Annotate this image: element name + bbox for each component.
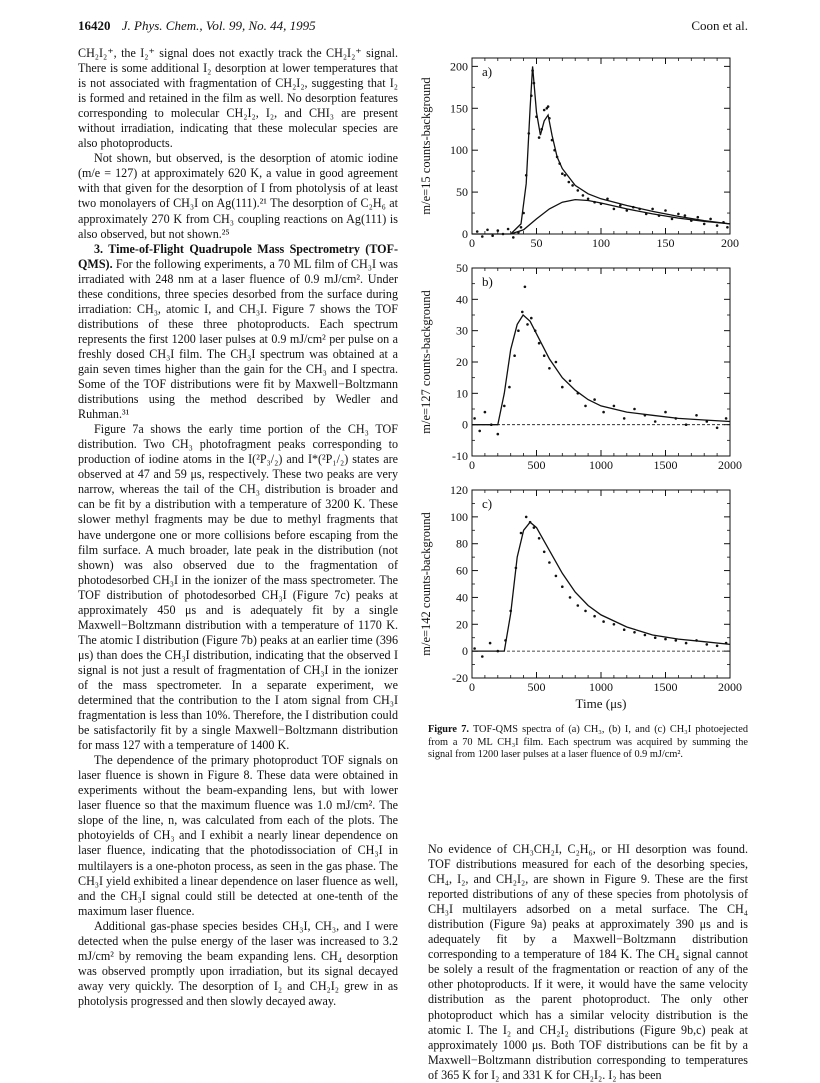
x-tick-label: 150 <box>656 236 675 250</box>
data-point <box>529 521 532 524</box>
data-point <box>517 329 520 332</box>
data-point <box>677 213 680 216</box>
data-point <box>522 212 525 215</box>
section-heading: 3. Time-of-Flight Quadrupole Mass Spectrometry (TOF-QMS). <box>78 241 398 271</box>
data-point <box>548 117 551 120</box>
data-point <box>602 411 605 414</box>
page-header <box>78 18 748 40</box>
paragraph: Not shown, but observed, is the desorption of atomic iodine (m/e = 127) at approximately 620 K, a value in good agreement with that given for the desorption of I from photolysis of at least two monolayers of CH₃I on Ag(111).²¹ The desorption of C₂H₆ at approximately 270 K from CH₃ coupling reactions on Ag(111) is also observed, but not shown.²⁵ <box>78 151 398 241</box>
data-point <box>509 610 512 613</box>
data-point <box>530 317 533 320</box>
data-point <box>593 201 596 204</box>
data-point <box>512 236 515 239</box>
y-tick-label: 40 <box>456 292 468 307</box>
data-point <box>706 420 709 423</box>
x-tick-label: 2000 <box>718 680 742 694</box>
x-tick-label: 2000 <box>718 458 742 472</box>
data-point <box>602 620 605 623</box>
data-point <box>633 631 636 634</box>
fit-curve <box>511 66 730 234</box>
data-point <box>606 198 609 201</box>
y-tick-label: 100 <box>450 509 468 524</box>
data-point <box>654 636 657 639</box>
data-point <box>593 398 596 401</box>
x-axis-label: Time (μs) <box>575 696 627 711</box>
panel-label: c) <box>482 496 493 511</box>
fit-curve <box>472 315 730 425</box>
data-point <box>555 575 558 578</box>
data-point <box>503 405 506 408</box>
data-point <box>528 132 531 135</box>
paragraph: The dependence of the primary photoproduct TOF signals on laser fluence is shown in Figure 8. These data were obtained in experiments without the beam-expanding lens, but with lower laser fluence so that the maximum fluence was 1.0 mJ/cm². The slope of the line, n, was calculated from each of the plots. The photoyields of CH₃ and I exhibit a nearly linear dependence on laser fluence, indicating that the photodissociation of CH₃I in multilayers is a one-photon process, as seen in the gas phase. The CH₃I yield exhibited a linear dependence on laser fluence as well, and the CH₃I signal could still be detected at one-tenth of the maximum laser fluence. <box>78 753 398 918</box>
x-tick-label: 1000 <box>589 458 613 472</box>
data-point <box>695 639 698 642</box>
data-point <box>623 628 626 631</box>
journal-citation: J. Phys. Chem., Vol. 99, No. 44, 1995 <box>121 18 316 33</box>
data-point <box>543 354 546 357</box>
data-point <box>623 417 626 420</box>
y-tick-label: 60 <box>456 563 468 578</box>
data-point <box>478 430 481 433</box>
figure-caption <box>428 724 748 762</box>
data-point <box>716 645 719 648</box>
x-tick-label: 500 <box>527 680 546 694</box>
y-tick-label: 40 <box>456 590 468 605</box>
data-point <box>543 109 546 112</box>
y-axis-label: m/e=142 counts-background <box>419 512 433 656</box>
data-point <box>525 174 528 177</box>
data-point <box>508 386 511 389</box>
data-point <box>538 136 541 139</box>
data-point <box>645 213 648 216</box>
data-point <box>543 551 546 554</box>
data-point <box>675 417 678 420</box>
figure-7 <box>410 44 750 711</box>
y-tick-label: 50 <box>456 185 468 200</box>
data-point <box>600 203 603 206</box>
running-authors: Coon et al. <box>691 18 748 33</box>
paragraph: CH₂I₂⁺, the I₂⁺ signal does not exactly track the CH₂I₂⁺ signal. There is some additional I₂ desorption at lower temperatures that is not associated with fragmentation of CH₂I₂, suggesting that I₂ is formed and retained in the film as well. No desorption features corresponding to molecular CH₂I₂, I₂, and CHI₃ are present without irradiation, indicating that these molecular species are also photoproducts. <box>78 46 398 151</box>
data-point <box>584 610 587 613</box>
section-paragraph <box>78 242 398 423</box>
y-tick-label: 10 <box>456 386 468 401</box>
data-point <box>476 230 479 233</box>
y-tick-label: 20 <box>456 617 468 632</box>
y-tick-label: 200 <box>450 59 468 74</box>
data-point <box>633 408 636 411</box>
data-point <box>638 208 641 211</box>
x-tick-label: 200 <box>721 236 739 250</box>
data-point <box>654 420 657 423</box>
y-tick-label: 150 <box>450 101 468 116</box>
right-column <box>428 842 748 1083</box>
data-point <box>534 329 537 332</box>
y-tick-label: 50 <box>456 261 468 275</box>
data-point <box>561 386 564 389</box>
data-point <box>675 639 678 642</box>
data-point <box>569 596 572 599</box>
left-column <box>78 46 398 1009</box>
y-tick-label: 0 <box>462 644 468 659</box>
data-point <box>632 206 635 209</box>
data-point <box>716 427 719 430</box>
data-point <box>658 214 661 217</box>
data-point <box>709 218 712 221</box>
data-point <box>490 423 493 426</box>
x-tick-label: 50 <box>530 236 543 250</box>
data-point <box>473 417 476 420</box>
data-point <box>644 414 647 417</box>
data-point <box>540 128 543 131</box>
data-point <box>555 361 558 364</box>
data-point <box>577 189 580 192</box>
data-point <box>551 139 554 142</box>
data-point <box>587 198 590 201</box>
data-point <box>526 323 529 326</box>
data-point <box>538 537 541 540</box>
data-point <box>548 367 551 370</box>
y-tick-label: 0 <box>462 417 468 432</box>
y-tick-label: -20 <box>452 671 468 685</box>
data-point <box>726 226 729 229</box>
x-tick-label: 0 <box>469 236 475 250</box>
data-point <box>561 585 564 588</box>
plot-frame <box>472 490 730 678</box>
data-point <box>569 380 572 383</box>
data-point <box>697 216 700 219</box>
data-point <box>497 650 500 653</box>
data-point <box>593 615 596 618</box>
data-point <box>497 433 500 436</box>
data-point <box>481 655 484 658</box>
data-point <box>521 311 524 314</box>
data-point <box>530 94 533 97</box>
data-point <box>533 526 536 529</box>
data-point <box>613 623 616 626</box>
data-point <box>484 411 487 414</box>
plot-frame <box>472 58 730 234</box>
y-tick-label: 80 <box>456 536 468 551</box>
data-point <box>538 342 541 345</box>
data-point <box>644 634 647 637</box>
data-point <box>582 194 585 197</box>
data-point <box>703 223 706 226</box>
y-tick-label: 30 <box>456 323 468 338</box>
x-tick-label: 1000 <box>589 680 613 694</box>
data-point <box>664 209 667 212</box>
paragraph: Figure 7a shows the early time portion of the CH₃ TOF distribution. Two CH₃ photofragment peaks corresponding to production of iodine atoms in the I(²P₃/₂) and I*(²P₁/₂) states are observed at 47 and 59 μs, respectively. These two peaks are very narrow, whereas the tail of the CH₃ distribution is broader and can be fit by a distribution with a temperature of 3200 K. These slower methyl fragments may be due to methyl fragments that have undergone one or more collisions before escaping from the film surface. A much broader, late peak in the distribution (not shown) was also observed due to the fragmentation of photodesorbed CH₃I in the ionizer of the mass spectrometer. The TOF distribution of photodesorbed CH₃I (Figure 7c) peaks at approximately 450 μs and is adequately fit by a single Maxwell−Boltzmann distribution with a temperature of 1170 K. The atomic I distribution (Figure 7b) peaks at an earlier time (396 μs) than does the CH₃I distribution, indicating that the observed I signal is not just a result of fragmentation of CH₃I in the ionizer of the mass spectrometer. In a separate experiment, we determined that the contribution to the I atom signal from CH₃I fragmentation is less than 10%. Therefore, the I distribution could be satisfactorily fit by a single Maxwell−Boltzmann distribution for mass 127 with a temperature of 1400 K. <box>78 422 398 753</box>
x-tick-label: 0 <box>469 458 475 472</box>
data-point <box>725 642 728 645</box>
data-point <box>664 411 667 414</box>
data-point <box>515 567 518 570</box>
y-tick-label: 0 <box>462 227 468 241</box>
data-point <box>725 417 728 420</box>
x-tick-label: 1500 <box>653 458 678 472</box>
data-point <box>619 204 622 207</box>
data-point <box>486 229 489 232</box>
caption-text: TOF-QMS spectra of (a) CH₃, (b) I, and (c) CH₃I photoejected from a 70 ML CH₃I film. Each spectrum was acquired by summing the signal from 1200 laser pulses at a laser fluence of 0.9 mJ/cm². <box>428 724 748 761</box>
data-point <box>671 218 674 221</box>
data-point <box>664 638 667 641</box>
data-point <box>507 228 510 231</box>
x-tick-label: 1500 <box>653 680 678 694</box>
y-tick-label: 20 <box>456 355 468 369</box>
panel-label: a) <box>482 64 493 79</box>
paragraph: No evidence of CH₃CH₂I, C₂H₆, or HI desorption was found. TOF distributions measured for each of the desorbing species, CH₄, I₂, and CH₂I₂, are shown in Figure 9. These are the first reported distributions of any of these species from photolysis of CH₃I multilayers adsorbed on a metal surface. The CH₄ distribution (Figure 9a) peaks at approximately 390 μs and is adequately fit by a Maxwell−Boltzmann distribution corresponding to a temperature of 184 K. The CH₄ signal cannot be solely a result of the fragmentation or reaction of any of the other photoproducts. If it were, it would have the same velocity distribution as the parent photoproduct. The only other photoproduct which has a similar velocity distribution is the atomic I. The I₂ and CH₂I₂ distributions (Figure 9b,c) peak at approximately 1000 μs. Both TOF distributions can be fit by a Maxwell−Boltzmann distribution corresponding to temperatures of 365 K for I₂ and 331 K for CH₂I₂. I₂ has been <box>428 842 748 1082</box>
data-point <box>706 643 709 646</box>
x-tick-label: 100 <box>592 236 610 250</box>
data-point <box>504 639 507 642</box>
data-point <box>558 162 561 165</box>
data-point <box>553 149 556 152</box>
data-point <box>626 209 629 212</box>
data-point <box>584 405 587 408</box>
plot-frame <box>472 268 730 456</box>
data-point <box>651 208 654 211</box>
data-point <box>571 184 574 187</box>
data-point <box>613 405 616 408</box>
data-point <box>520 226 523 229</box>
data-point <box>716 224 719 227</box>
data-point <box>489 642 492 645</box>
data-point <box>520 532 523 535</box>
y-axis-label: m/e=15 counts-background <box>419 77 433 215</box>
caption-label: Figure 7. <box>428 724 469 735</box>
page-number: 16420 <box>78 18 111 33</box>
figure-7-chart <box>410 44 750 711</box>
panel-label: b) <box>482 274 493 289</box>
fit-curve <box>472 522 730 651</box>
y-tick-label: 100 <box>450 143 468 158</box>
data-point <box>502 233 505 236</box>
data-point <box>525 516 528 519</box>
y-tick-label: -10 <box>452 449 468 463</box>
data-point <box>548 561 551 564</box>
data-point <box>685 642 688 645</box>
data-point <box>547 105 550 108</box>
data-point <box>513 354 516 357</box>
y-tick-label: 120 <box>450 483 468 497</box>
data-point <box>722 221 725 224</box>
data-point <box>685 423 688 426</box>
section-text: For the following experiments, a 70 ML film of CH₃I was irradiated with 248 nm at a laser fluence of 0.9 mJ/cm². Under these conditions, three species desorbed from the surface during irradiation: CH₃, atomic I, and CH₃I. Figure 7 shows the TOF distributions of these three photoproducts. Each spectrum represents the first 1200 laser pulses at 0.9 mJ/cm² per pulse on a freshly dosed CH₃I film. The CH₃I spectrum was obtained at a gain seven times higher than the gain for the CH₃ and I spectra. Some of the TOF distributions were fit by Maxwell−Boltzmann distributions using the method described by Wedler and Ruhman.³¹ <box>78 256 399 422</box>
data-point <box>533 82 536 85</box>
y-axis-label: m/e=127 counts-background <box>419 290 433 434</box>
data-point <box>568 181 571 184</box>
data-point <box>690 219 693 222</box>
data-point <box>491 234 494 237</box>
data-point <box>684 214 687 217</box>
data-point <box>517 231 520 234</box>
data-point <box>531 69 534 72</box>
data-point <box>473 647 476 650</box>
data-point <box>497 229 500 232</box>
x-tick-label: 0 <box>469 680 475 694</box>
data-point <box>481 235 484 238</box>
data-point <box>613 208 616 211</box>
x-tick-label: 500 <box>527 458 546 472</box>
paragraph: Additional gas-phase species besides CH₃I, CH₃, and I were detected when the pulse energy of the laser was increased to 3.2 mJ/cm² by removing the beam expanding lens. CH₄ desorption was observed promptly upon irradiation, but its signal decayed away very quickly. The desorption of I₂ and CH₂I₂ grew in as photolysis progressed and then slowly decayed away. <box>78 918 398 1008</box>
data-point <box>535 115 538 118</box>
data-point <box>695 414 698 417</box>
data-point <box>577 604 580 607</box>
data-point <box>577 392 580 395</box>
data-point <box>564 174 567 177</box>
data-point <box>524 286 527 289</box>
data-point <box>561 172 564 175</box>
data-point <box>556 156 559 159</box>
